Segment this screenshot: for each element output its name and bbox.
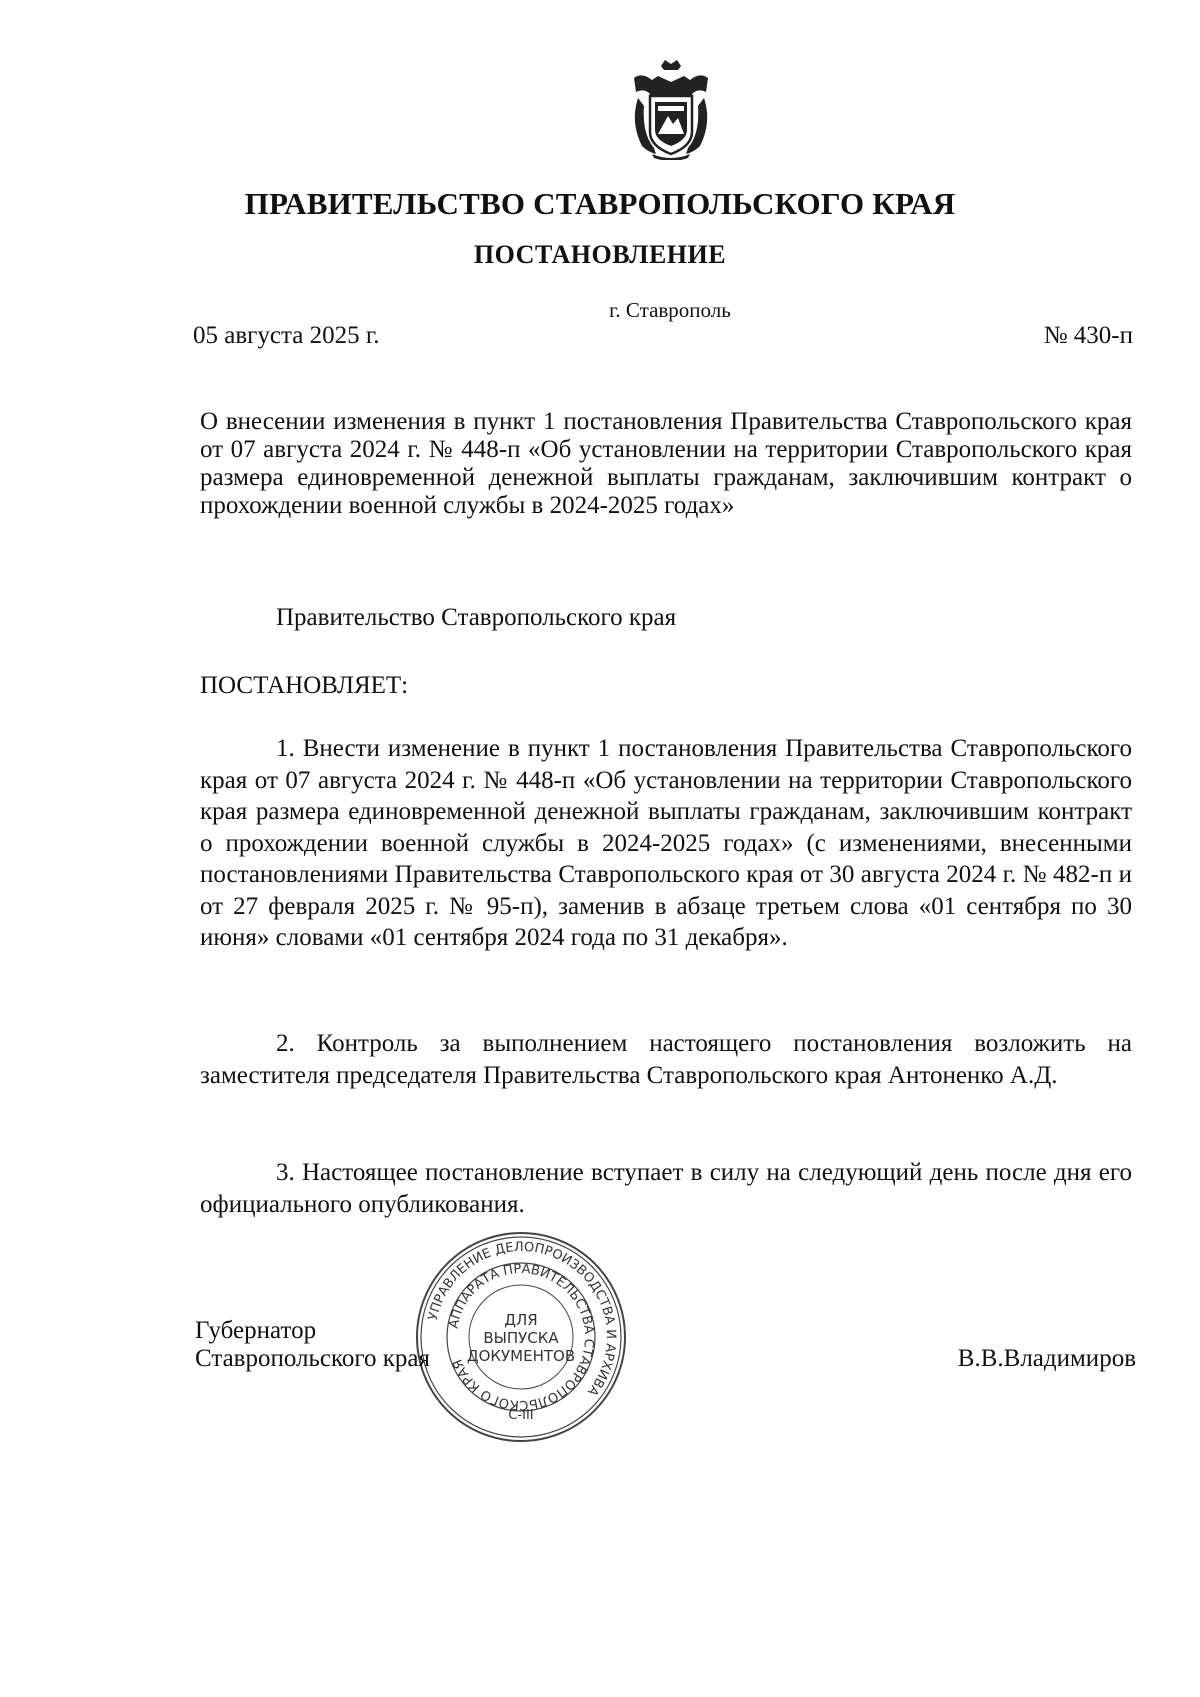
resolves-heading: ПОСТАНОВЛЯЕТ: bbox=[200, 672, 409, 699]
signatory-title bbox=[195, 1317, 430, 1373]
stamp-center-line-3: ДОКУМЕНТОВ bbox=[466, 1347, 576, 1365]
paragraph-2: 2. Контроль за выполнением настоящего постановления возложить на заместителя председателя Правительства Ставропольского края Антоненко А.Д. bbox=[200, 1030, 1132, 1089]
signatory-name: В.В.Владимиров bbox=[957, 1345, 1136, 1372]
paragraph-3: 3. Настоящее постановление вступает в силу на следующий день после дня его официального опубликования. bbox=[200, 1159, 1132, 1218]
document-subject: О внесении изменения в пункт 1 постановления Правительства Ставропольского края от 07 августа 2024 г. № 448-п «Об установлении на территории Ставропольского края размера единовременной денежной выплаты гражданам, заключившим контракт о прохождении военной службы в 2024-2025 годах» bbox=[200, 408, 1132, 519]
organization-title: ПРАВИТЕЛЬСТВО СТАВРОПОЛЬСКОГО КРАЯ bbox=[244, 186, 956, 221]
document-type: ПОСТАНОВЛЕНИЕ bbox=[473, 240, 727, 269]
stamp-inner-text: АППАРАТА ПРАВИТЕЛЬСТВА СТАВРОПОЛЬСКОГО КРАЯ bbox=[446, 1261, 597, 1413]
document-number: № 430-п bbox=[1043, 322, 1133, 349]
stamp-center-line-2: ВЫПУСКА bbox=[483, 1329, 559, 1347]
official-stamp bbox=[411, 1227, 631, 1447]
stamp-outer-text: УПРАВЛЕНИЕ ДЕЛОПРОИЗВОДСТВА И АРХИВА bbox=[425, 1239, 619, 1399]
stamp-center-line-1: ДЛЯ bbox=[504, 1311, 538, 1329]
stamp-code: С-III bbox=[508, 1408, 534, 1423]
coat-of-arms-icon bbox=[628, 58, 714, 160]
document-city: г. Ставрополь bbox=[609, 298, 731, 322]
issuing-authority: Правительство Ставропольского края bbox=[276, 604, 677, 631]
document-date: 05 августа 2025 г. bbox=[193, 322, 380, 349]
paragraph-1: 1. Внести изменение в пункт 1 постановления Правительства Ставропольского края от 07 августа 2024 г. № 448-п «Об установлении на территории Ставропольского края размера единовременной денежной выплаты гражданам, заключившим контракт о прохождении военной службы в 2024-2025 годах» (с изменениями, внесенными постановлениями Правительства Ставропольского края от 30 августа 2024 г. № 482-п и от 27 февраля 2025 г. № 95-п), заменив в абзаце третьем слова «01 сентября по 30 июня» словами «01 сентября 2024 года по 31 декабря». bbox=[200, 735, 1132, 951]
signatory-title-line-1: Губернатор bbox=[195, 1317, 317, 1344]
signatory-title-line-2: Ставропольского края bbox=[195, 1345, 430, 1372]
